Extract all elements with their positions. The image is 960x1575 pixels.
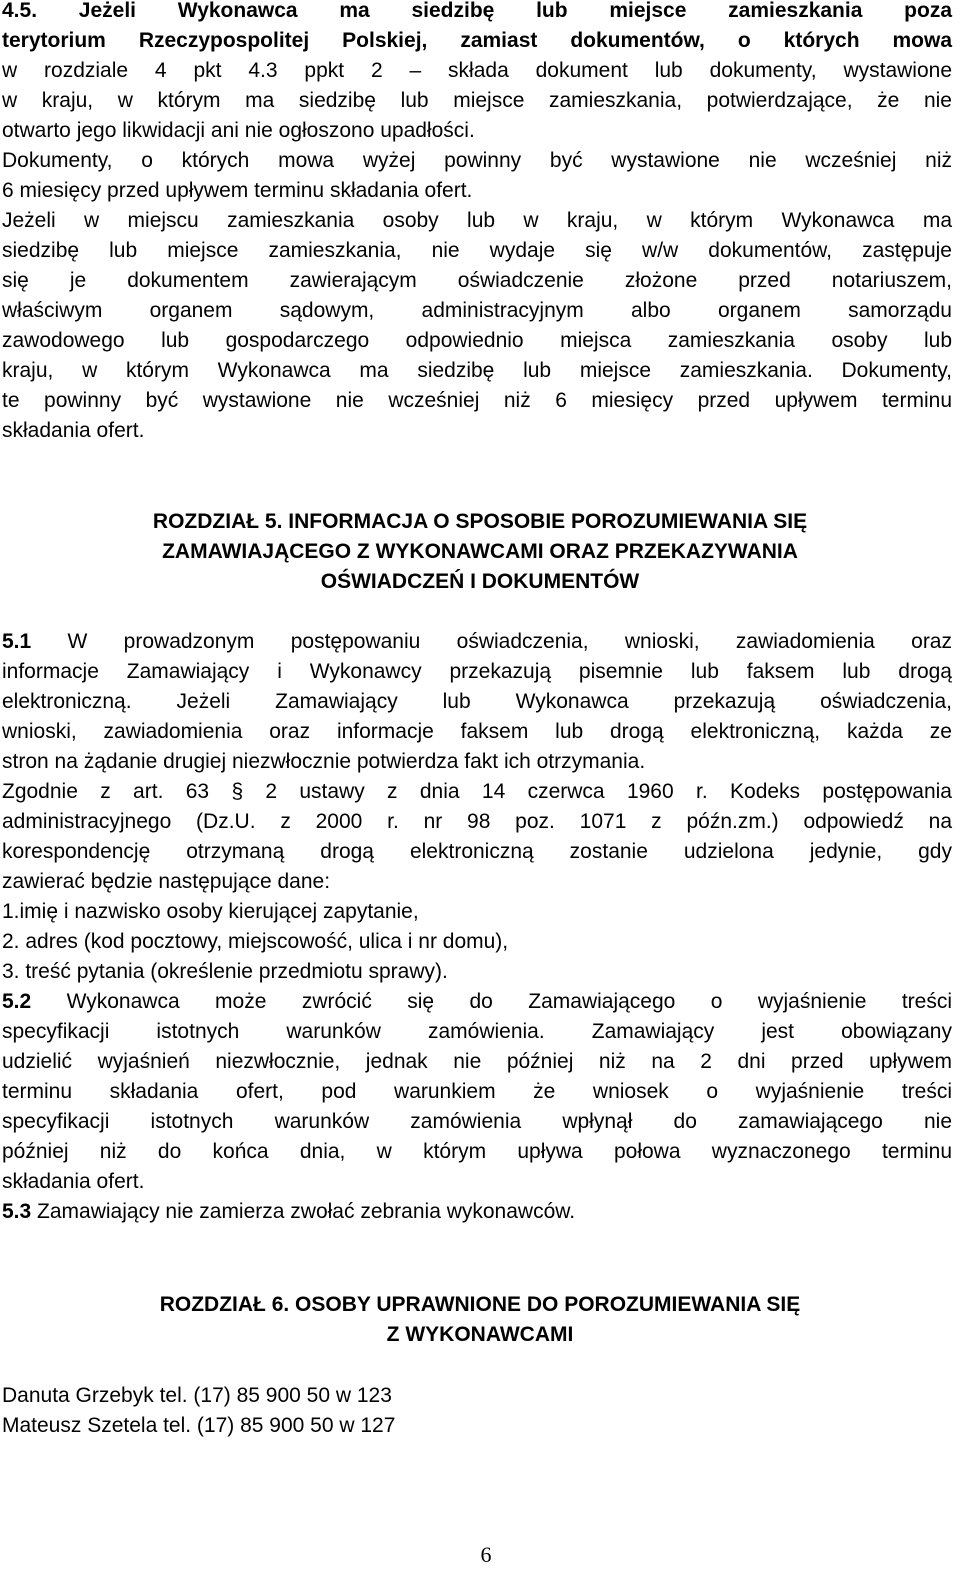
p51-list-item: 3. treść pytania (określenie przedmiotu sprawy). [2,960,448,983]
p52-line: składania ofert. [2,1170,145,1193]
sec45-line: właściwym organem sądowym, administracyjnym albo organem samorządu [2,299,952,322]
p53-text: Zamawiający nie zamierza zwołać zebrania wykonawców. [31,1200,576,1223]
sec45-line: terytorium Rzeczypospolitej Polskiej, zamiast dokumentów, o których mowa [2,29,952,52]
p51-list-item: 1.imię i nazwisko osoby kierującej zapytanie, [2,900,419,923]
sec45-line: otwarto jego likwidacji ani nie ogłoszono upadłości. [2,119,475,142]
p51-line: administracyjnego (Dz.U. z 2000 r. nr 98 poz. 1071 z późn.zm.) odpowiedź na [2,810,952,833]
p52-line: terminu składania ofert, pod warunkiem że wniosek o wyjaśnienie treści [2,1080,952,1103]
chapter5-heading-line: ROZDZIAŁ 5. INFORMACJA O SPOSOBIE POROZUMIEWANIA SIĘ [152,510,808,533]
sec45-line: kraju, w którym Wykonawca ma siedzibę lub miejsce zamieszkania. Dokumenty, [2,359,952,382]
p51-list-item: 2. adres (kod pocztowy, miejscowość, ulica i nr domu), [2,930,509,953]
sec45-line: siedzibę lub miejsce zamieszkania, nie wydaje się w/w dokumentów, zastępuje [2,239,952,262]
p51-line: informacje Zamawiający i Wykonawcy przekazują pisemnie lub faksem lub drogą [2,660,952,683]
sec45-line: zawodowego lub gospodarczego odpowiednio miejsca zamieszkania osoby lub [2,329,952,352]
sec45-line: Jeżeli w miejscu zamieszkania osoby lub w kraju, w którym Wykonawca ma [2,209,952,232]
p52-line: specyfikacji istotnych warunków zamówienia. Zamawiający jest obowiązany [2,1020,952,1043]
p51-line: elektroniczną. Jeżeli Zamawiający lub Wykonawca przekazują oświadczenia, [2,690,952,713]
p52-line: specyfikacji istotnych warunków zamówienia wpłynął do zamawiającego nie [2,1110,952,1133]
contact-person: Danuta Grzebyk tel. (17) 85 900 50 w 123 [2,1384,392,1407]
p51-zgodnie-line [2,777,952,807]
p51-line: korespondencję otrzymaną drogą elektroniczną zostanie udzielona jedynie, gdy [2,840,952,863]
sec45-line: składania ofert. [2,419,145,442]
p51-zgodnie-before: Zgodnie z art. 63 [2,780,232,803]
sec45-line: 4.5. Jeżeli Wykonawca ma siedzibę lub miejsce zamieszkania poza [2,0,952,22]
sec45-line: w rozdziale 4 pkt 4.3 ppkt 2 – składa dokument lub dokumenty, wystawione [2,59,952,82]
p53-number: 5.3 [2,1200,32,1223]
p51-first-text: W prowadzonym postępowaniu oświadczenia, wnioski, zawiadomienia oraz [31,630,952,653]
p53-line [2,1197,952,1227]
section-sign-icon: § [231,780,244,803]
p51-first-line [2,627,952,657]
page-number: 6 [480,1542,492,1567]
contact-person: Mateusz Szetela tel. (17) 85 900 50 w 127 [2,1414,396,1437]
sec45-line: się je dokumentem zawierającym oświadczenie złożone przed notariuszem, [2,269,952,292]
chapter6-heading-line: ROZDZIAŁ 6. OSOBY UPRAWNIONE DO POROZUMIEWANIA SIĘ [159,1293,801,1316]
chapter5-heading-line: ZAMAWIAJĄCEGO Z WYKONAWCAMI ORAZ PRZEKAZYWANIA [162,540,798,563]
chapter5-heading-line: OŚWIADCZEŃ I DOKUMENTÓW [320,570,640,593]
p51-zgodnie-after: 2 ustawy z dnia 14 czerwca 1960 r. Kodeks postępowania [242,780,952,803]
p52-first-text: Wykonawca może zwrócić się do Zamawiającego o wyjaśnienie treści [31,990,952,1013]
p51-line: stron na żądanie drugiej niezwłocznie potwierdza fakt ich otrzymania. [2,750,646,773]
p51-line: wnioski, zawiadomienia oraz informacje faksem lub drogą elektroniczną, każda ze [2,720,952,743]
p52-first-line [2,987,952,1017]
p51-line: zawierać będzie następujące dane: [2,870,331,893]
sec45-line: 6 miesięcy przed upływem terminu składania ofert. [2,179,473,202]
sec45-line: Dokumenty, o których mowa wyżej powinny być wystawione nie wcześniej niż [2,149,952,172]
p52-line: udzielić wyjaśnień niezwłocznie, jednak nie później niż na 2 dni przed upływem [2,1050,952,1073]
sec45-line: w kraju, w którym ma siedzibę lub miejsce zamieszkania, potwierdzające, że nie [2,89,952,112]
p51-number: 5.1 [2,630,32,653]
p52-line: później niż do końca dnia, w którym upływa połowa wyznaczonego terminu [2,1140,952,1163]
sec45-line: te powinny być wystawione nie wcześniej niż 6 miesięcy przed upływem terminu [2,389,952,412]
p52-number: 5.2 [2,990,32,1013]
chapter6-heading-line: Z WYKONAWCAMI [386,1323,574,1346]
